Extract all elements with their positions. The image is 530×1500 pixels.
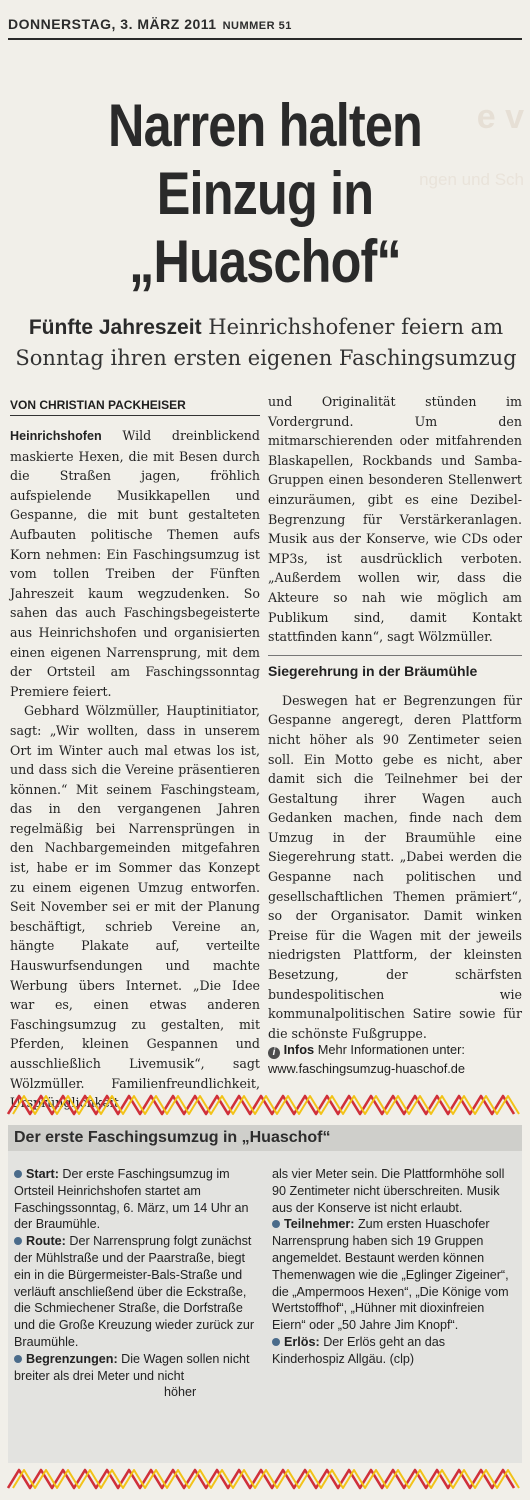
article-column-right [268,392,522,1043]
info-item-teilnehmer: Teilnehmer: Zum ersten Huaschofer Narrensprung haben sich 19 Gruppen angemeldet. Bestaunt werden können Themenwagen wie die „Eglinger Zigeiner“, die „Ampermoos Hexen“, „Die Könige vom Wertstoffhof“, „Hühner mit dioxinfreien Eiern“ oder „50 Jahre Jim Knopf“. [272,1217,509,1333]
headline-line-3: „Huaschof“ [129,228,401,295]
paragraph-2-continued: und Originalität stünden im Vordergrund. Um den mitmarschierenden oder mitfahrenden Blaskapellen, Rockbands und Samba-Gruppen einen besonderen Stellenwert einzuräumen, gibt es eine Dezibel-Begrenzung für Verstärkeranlagen. Musik aus der Konserve, wie CDs oder MP3s, ist ausdrücklich verboten. „Außerdem wollen wir, dass die Akteure so nah wie möglich am Publikum sind, damit Kontakt stattfinden kann“, sagt Wölzmüller. [268,394,522,645]
paragraph-3: Deswegen hat er Begrenzungen für Gespanne angeregt, deren Plattform nicht höher als 90 Zentimeter seien soll. Ein Motto gebe es nicht, aber damit sich die Teilnehmer bei der Gestaltung ihrer Wagen auch Gedanken machen, finde nach dem Umzug in der Braumühle eine Siegerehrung statt. „Dabei werden die Gespanne nach politischen und gesellschaftlichen Themen prämiert“, so der Organisator. Damit winken Preise für die Wagen mit der jeweils niedrigsten Plattform, der kleinsten Besetzung, der schärfsten bundespolitischen wie kommunalpolitischen Satire sowie für die schönste Fußgruppe. [268,692,522,1041]
headline [42,92,487,296]
bullet-icon [14,1355,22,1363]
info-item-begrenzungen: Begrenzungen: Die Wagen sollen nicht breiter als drei Meter und nicht [14,1351,250,1383]
kicker: Fünfte Jahreszeit [28,316,202,339]
bleed-through-text: e v [476,98,524,136]
decorative-wave-bottom [4,1466,526,1492]
info-item-route: Route: Der Narrensprung folgt zunächst der Mühlstraße und der Paarstraße, biegt ein in die Bürgermeister-Bals-Straße und verläuft anschließend über die Eckstraße, die Schmiechener Straße, die Dorfstraße und die Große Kreuzung wieder zurück zur Braumühle. [14,1234,255,1349]
page-header [8,10,522,40]
subhead-line-1: Heinrichshofener feiern am [208,315,504,339]
bullet-icon [272,1220,280,1228]
headline-line-1: Narren halten [108,92,422,159]
subhead-line-2: Sonntag ihren ersten eigenen Faschingsumzug [15,346,517,370]
header-date: DONNERSTAG, 3. MÄRZ 2011 [8,16,217,32]
bullet-icon [14,1170,22,1178]
info-box-column-left [14,1166,260,1401]
headline-line-2: Einzug in [156,160,374,227]
bleed-through-text-small: ngen und Sch [419,170,524,189]
paragraph-1: Heinrichshofen Wild dreinblickend maskierte Hexen, die mit Besen durch die Straßen jagen, fröhlich aufspielende Musikkapellen und Gespanne, die mit bunt gestalteten Aufbauten politische Themen aufs Korn nehmen: Ein Faschingsumzug ist vom tollen Treiben der Fünften Jahreszeit kaum wegzudenken. So sahen das auch Faschingsbegeisterte aus Heinrichshofen und organisierten einen eigenen Narrensprung, mit dem der Ortsteil am Faschingssonntag Premiere feiert. [10,428,260,699]
article-column-left [10,426,260,1113]
section-heading: Siegerehrung in der Bräumühle [268,655,522,681]
infos-label: Infos [283,1042,315,1057]
info-box-column-right [272,1166,512,1368]
byline: VON CHRISTIAN PACKHEISER [10,398,260,416]
infos-box [268,1040,522,1078]
info-box-title: Der erste Faschingsumzug in „Huaschof“ [8,1125,522,1151]
info-item-begrenzungen-rest: als vier Meter sein. Die Plattformhöhe soll 90 Zentimeter nicht überschreiten. Musik aus der Konserve ist nicht erlaubt. [272,1167,505,1215]
decorative-wave-top [4,1092,526,1118]
dateline: Heinrichshofen [10,429,102,443]
subheadline [8,312,524,373]
infos-url[interactable]: www.faschingsumzug-huaschof.de [268,1061,466,1076]
infos-text: Mehr Informationen unter: [317,1042,465,1057]
info-item-begrenzungen-continued: höher [164,1385,197,1400]
info-icon: i [268,1047,280,1059]
bullet-icon [14,1237,22,1245]
info-item-start: Start: Der erste Faschingsumzug im Ortsteil Heinrichshofen startet am Faschingssonntag, 6. März, um 14 Uhr an der Braumühle. [14,1167,249,1232]
paragraph-2: Gebhard Wölzmüller, Hauptinitiator, sagt: „Wir wollten, dass in unserem Ort im Winter auch mal etwas los ist, und dass sich die Vereine präsentieren können.“ Mit seinem Faschingsteam, das in den vergangenen Jahren regelmäßig bei Narrensprüngen in den Nachbargemeinden mitgefahren ist, habe er im Sommer das Konzept zu einem eigenen Umzug entworfen. Seit November sei er mit der Planung beschäftigt, schrieb Vereine an, hängte Plakate auf, verteilte Hauswurfsendungen und machte Werbung übers Internet. „Die Idee war es, einen etwas anderen Faschingsumzug zu gestalten, mit Pferden, kleinen Gespannen und ausschließlich Livemusik“, sagt Wölzmüller. Familienfreundlichkeit, Ursprünglichkeit [10,703,260,1111]
info-item-erloes: Erlös: Der Erlös geht an das Kinderhospiz Allgäu. (clp) [272,1334,446,1366]
bullet-icon [272,1338,280,1346]
header-issue: NUMMER 51 [222,20,292,32]
